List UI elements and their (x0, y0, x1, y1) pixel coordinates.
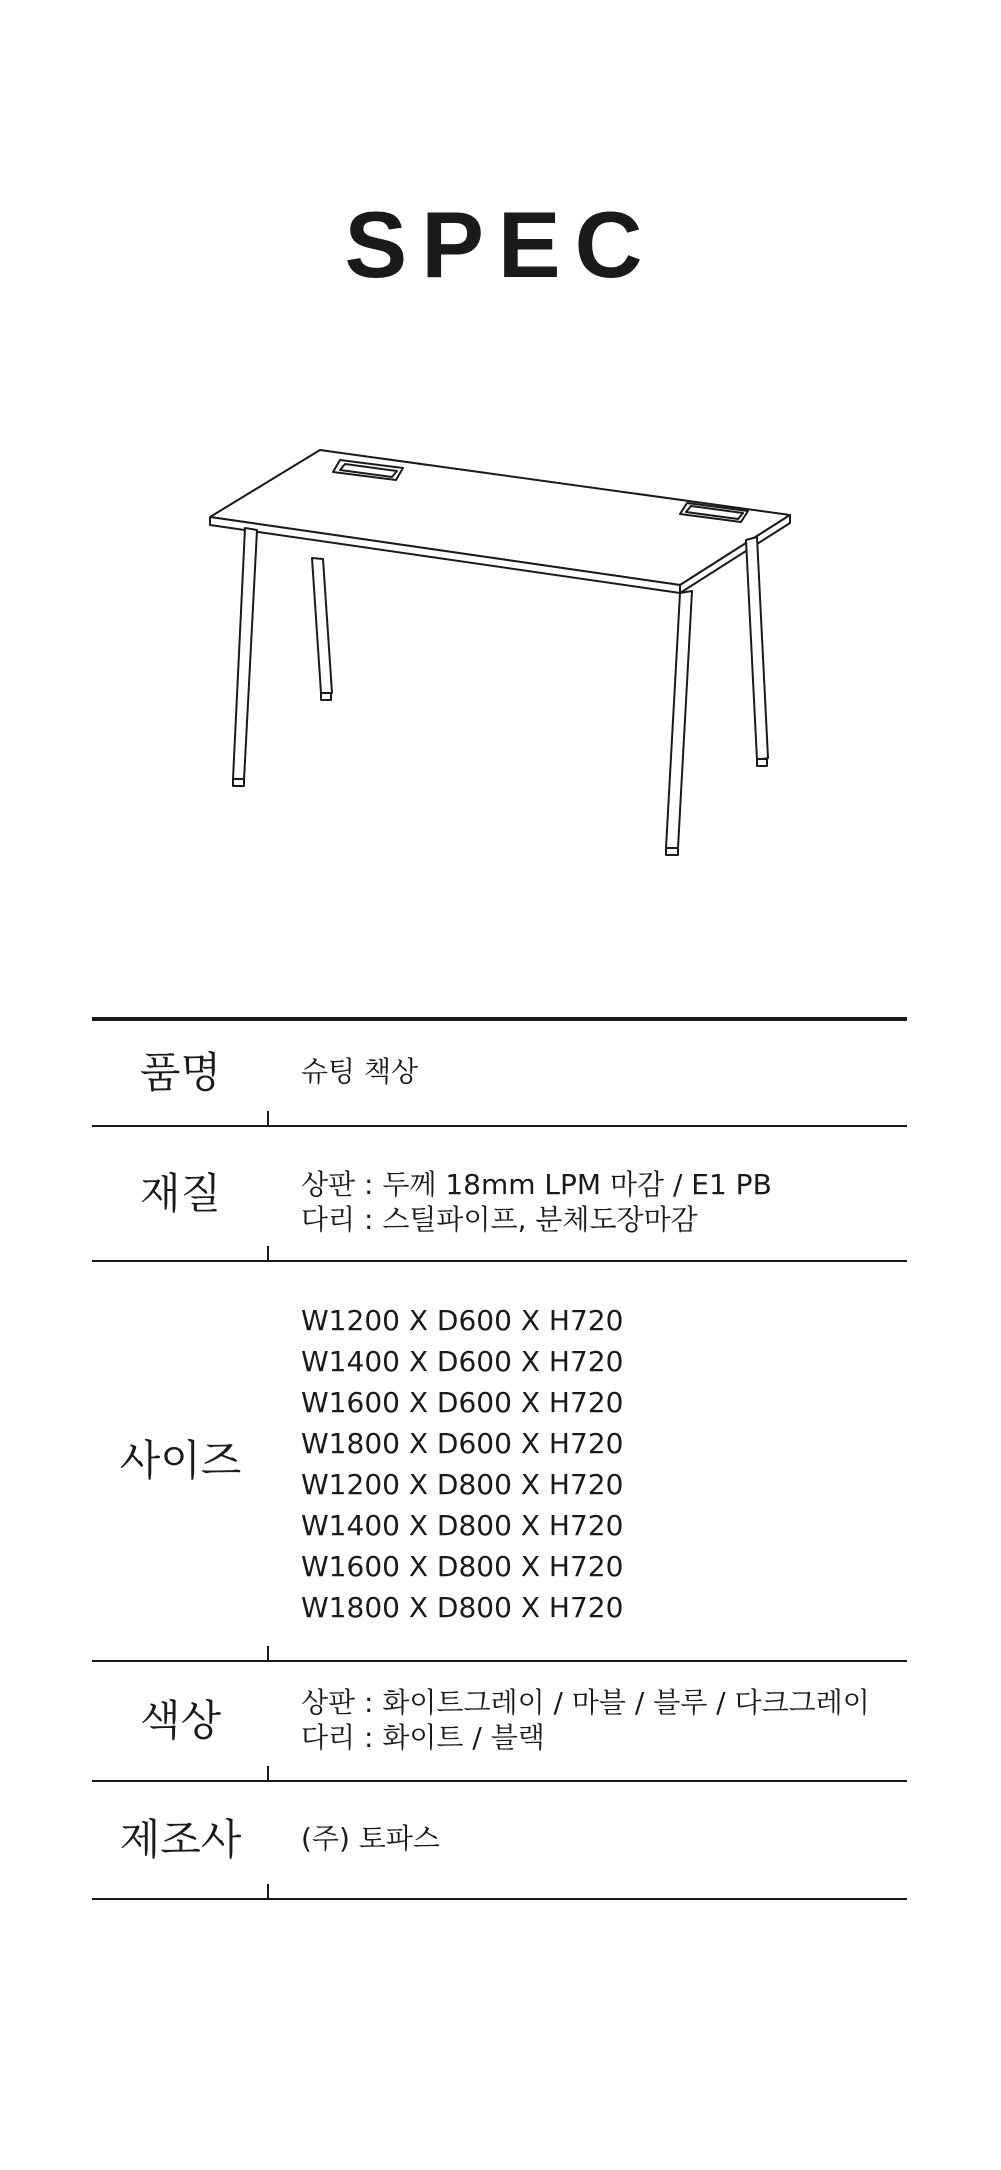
row-label-product-name: 품명 (139, 1048, 222, 1097)
row-value-material (301, 1167, 907, 1237)
value-line: W1200 X D600 X H720 (301, 1304, 624, 1337)
value-line: W1200 X D800 X H720 (301, 1468, 624, 1501)
row-label-color: 색상 (139, 1696, 222, 1745)
value-line: W1600 X D600 X H720 (301, 1386, 624, 1419)
value-line: 슈팅 책상 (301, 1055, 419, 1088)
row-value-manufacturer (301, 1821, 907, 1857)
value-line: W1800 X D600 X H720 (301, 1427, 624, 1460)
row-label-manufacturer: 제조사 (119, 1815, 242, 1864)
page-title: SPEC (344, 192, 657, 297)
row-label-size: 사이즈 (119, 1436, 242, 1485)
desk-illustration (200, 440, 800, 860)
spec-row-manufacturer (92, 1782, 907, 1900)
divider-tick (267, 1766, 269, 1780)
value-line: W1600 X D800 X H720 (301, 1550, 624, 1583)
value-line: 다리 : 화이트 / 블랙 (301, 1721, 545, 1754)
divider-tick (267, 1246, 269, 1260)
row-value-product-name (301, 1054, 907, 1090)
value-line: W1800 X D800 X H720 (301, 1591, 624, 1624)
row-value-color (301, 1685, 907, 1755)
value-line: W1400 X D600 X H720 (301, 1345, 624, 1378)
row-value-size (301, 1300, 907, 1628)
spec-row-size (92, 1262, 907, 1662)
spec-row-product-name (92, 1021, 907, 1127)
value-line: 상판 : 두께 18mm LPM 마감 / E1 PB (301, 1168, 772, 1201)
spec-table (92, 1017, 907, 1900)
value-line: 상판 : 화이트그레이 / 마블 / 블루 / 다크그레이 (301, 1686, 870, 1719)
divider-tick (267, 1111, 269, 1125)
value-line: 다리 : 스틸파이프, 분체도장마감 (301, 1203, 698, 1236)
value-line: (주) 토파스 (301, 1822, 440, 1855)
divider-tick (267, 1646, 269, 1660)
row-label-material: 재질 (139, 1168, 222, 1218)
value-line: W1400 X D800 X H720 (301, 1509, 624, 1542)
spec-row-color (92, 1662, 907, 1782)
spec-row-material (92, 1127, 907, 1262)
divider-tick (267, 1884, 269, 1898)
